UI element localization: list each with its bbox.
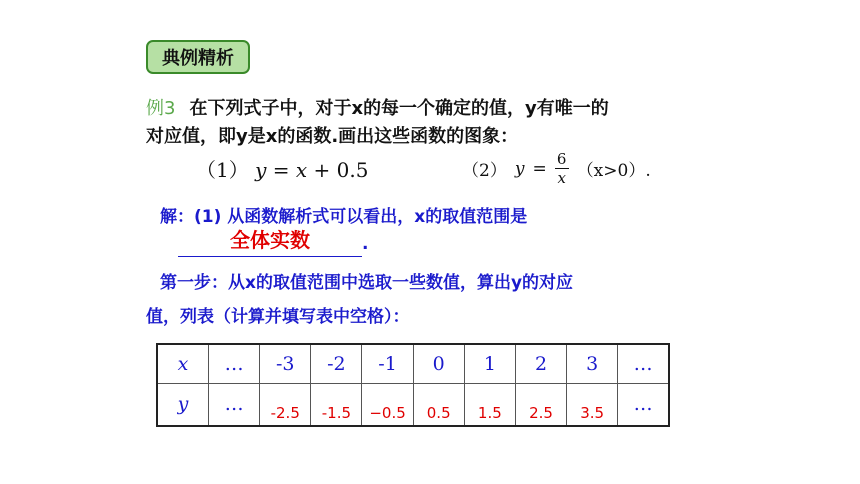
formula-2-equals: = [532, 158, 547, 179]
formula-2-number: （2） [462, 161, 507, 181]
problem-text-2: 对应值，即y是x的函数.画出这些函数的图象： [146, 126, 519, 147]
table-cell-answer [567, 383, 618, 426]
formula-1-number: （1） [196, 158, 249, 182]
formula-2-y: y [514, 158, 525, 179]
table-cell-answer [260, 383, 311, 426]
answer-blank: 全体实数 [178, 226, 362, 257]
answer-value: 2.5 [529, 404, 553, 422]
table-row-y [157, 383, 669, 426]
table-cell: … [618, 383, 669, 426]
table-cell: 3 [567, 344, 618, 383]
table-cell: 2 [515, 344, 566, 383]
table-cell: 0 [413, 344, 464, 383]
table-cell: … [209, 383, 260, 426]
table-header-x: x [157, 344, 209, 383]
table-cell: … [618, 344, 669, 383]
example-tag: 例3 [146, 98, 176, 119]
table-cell: -1 [362, 344, 413, 383]
formula-2 [462, 150, 651, 187]
table-cell: -3 [260, 344, 311, 383]
table-cell-answer [311, 383, 362, 426]
formula-1-equals: = [272, 158, 290, 182]
problem-line-2 [146, 122, 518, 148]
step-line-2: 值，列表（计算并填写表中空格）： [146, 307, 410, 327]
table-cell-answer [362, 383, 413, 426]
formula-2-condition: （x>0）. [576, 161, 651, 181]
table-cell: … [209, 344, 260, 383]
problem-text-1: 在下列式子中，对于x的每一个确定的值，y有唯一的 [189, 98, 609, 119]
formula-1-x: x [295, 158, 308, 182]
table-cell: -2 [311, 344, 362, 383]
formula-1-rest: + 0.5 [313, 158, 369, 182]
solution-line-1: 解：(1) 从函数解析式可以看出，x的取值范围是 [160, 207, 528, 227]
table-cell: 1 [464, 344, 515, 383]
fraction-denominator: x [557, 169, 566, 187]
fraction-numerator: 6 [556, 150, 567, 168]
answer-value: 0.5 [426, 404, 451, 422]
answer-value: 1.5 [477, 404, 502, 422]
table-header-y: y [157, 383, 209, 426]
table-cell-answer [515, 383, 566, 426]
problem-line-1 [146, 94, 609, 120]
answer-value: -1.5 [321, 404, 352, 422]
section-badge: 典例精析 [146, 40, 250, 74]
answer-value: 3.5 [580, 404, 605, 422]
table-row-x [157, 344, 669, 383]
step-line-1: 第一步：从x的取值范围中选取一些数值，算出y的对应 [160, 273, 574, 293]
value-table [156, 343, 670, 427]
formula-1-y: y [255, 158, 267, 182]
answer-value: -2.5 [270, 404, 300, 422]
formula-2-fraction [555, 150, 569, 187]
answer-period: . [362, 234, 369, 254]
answer-value: −0.5 [369, 404, 406, 422]
table-cell-answer [413, 383, 464, 426]
table-cell-answer [464, 383, 515, 426]
formula-1 [196, 154, 368, 183]
